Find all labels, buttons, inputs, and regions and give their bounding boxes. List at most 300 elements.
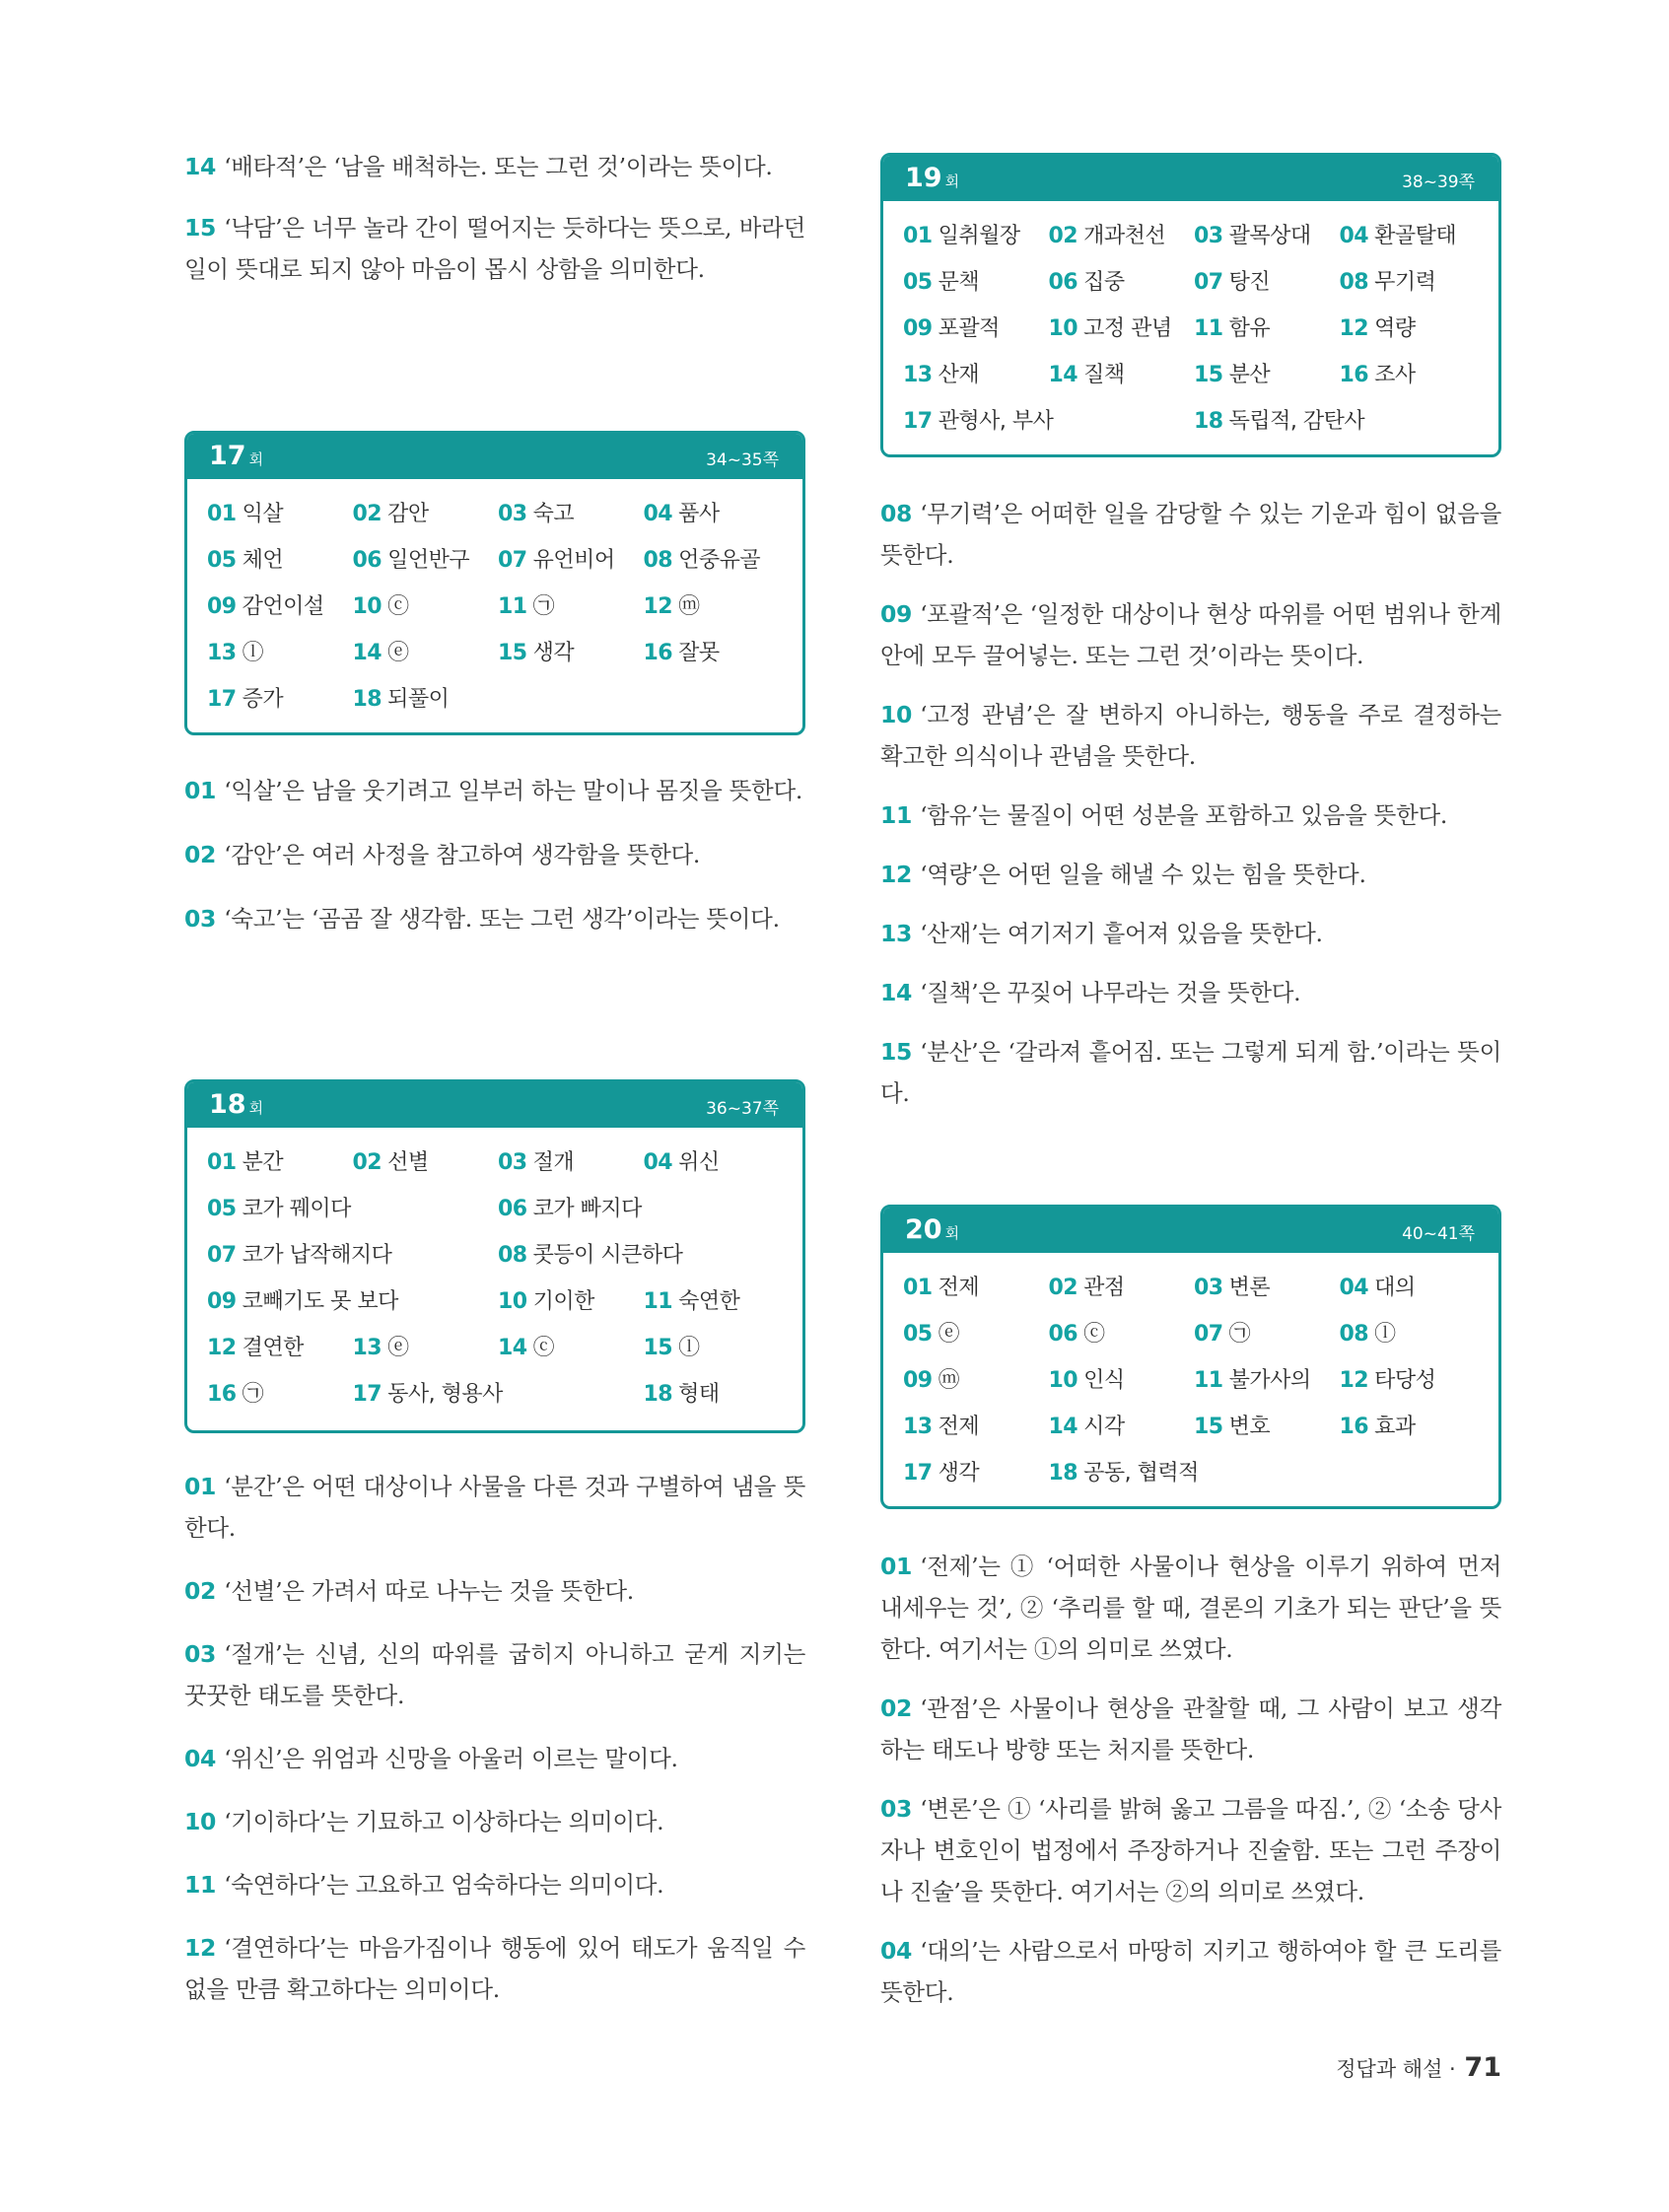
item-number: 02 [184,1577,217,1605]
answer-number: 10 [1048,1368,1078,1393]
explanation-item [880,913,1501,954]
answer-text: 조사 [1374,363,1416,387]
item-number: 04 [880,1937,913,1965]
answer-text: 불가사의 [1228,1368,1311,1393]
answer-item [353,630,499,676]
answer-number: 18 [1194,409,1223,434]
answer-number: 03 [498,502,527,526]
answer-number: 09 [207,594,237,619]
answer-item [1049,259,1195,306]
answer-item [903,1265,1049,1311]
answer-text: 탕진 [1228,270,1271,295]
explanation-item [184,207,805,290]
answer-text: ⓔ [387,1336,409,1360]
answer-number: 05 [207,1197,237,1221]
item-text: ‘질책’은 꾸짖어 나무라는 것을 뜻한다. [920,979,1301,1006]
explanation-item [184,1738,805,1779]
answer-number: 02 [1048,1276,1078,1300]
explanation-item [880,493,1501,576]
item-text: ‘배타적’은 ‘남을 배척하는. 또는 그런 것’이라는 뜻이다. [224,153,773,180]
answer-number: 16 [643,641,673,665]
explanation-item [880,795,1501,836]
answer-number: 07 [498,548,527,573]
answer-text: 체언 [242,548,284,573]
answer-text: 환골탈태 [1374,224,1457,248]
answer-item [903,1450,1049,1496]
answer-item [1340,259,1486,306]
item-text: ‘변론’은 ① ‘사리를 밝혀 옳고 그름을 따짐.’, ② ‘소송 당사자나 변호인이 법정에서 주장하거나 진술함. 또는 그런 주장이나 진술’을 뜻한다. 여기서는 ②의 의미로 쓰였다. [880,1795,1501,1905]
item-number: 15 [184,214,217,242]
answer-text: 코빼기도 못 보다 [242,1289,398,1314]
answer-item [903,259,1049,306]
item-text: ‘관점’은 사물이나 현상을 관찰할 때, 그 사람이 보고 생각하는 태도나 방향 또는 처지를 뜻한다. [880,1694,1501,1763]
answer-text: ⓛ [242,641,264,665]
explanation-item [880,1688,1501,1770]
item-number: 10 [880,701,913,728]
answer-number: 01 [903,224,933,248]
answer-item [353,1325,499,1371]
answer-item [207,537,353,584]
answer-grid [207,491,789,723]
answer-number: 13 [903,363,933,387]
answer-text: ⓒ [387,594,409,619]
answer-text: 잘못 [678,641,720,665]
item-text: ‘감안’은 여러 사정을 참고하여 생각함을 뜻한다. [224,841,701,868]
answer-text: 개과천선 [1083,224,1166,248]
session-number: 17 회 [209,441,264,471]
answer-number: 06 [1048,270,1078,295]
item-text: ‘함유’는 물질이 어떤 성분을 포함하고 있음을 뜻한다. [920,801,1448,829]
answer-text: ⓔ [938,1322,960,1347]
page-range: 36~37쪽 [706,1099,779,1119]
answer-number: 10 [352,594,382,619]
explanation-item [880,1930,1501,2013]
item-number: 01 [184,1473,217,1500]
answer-grid [207,1140,789,1417]
answer-item [644,537,790,584]
item-number: 11 [880,801,913,829]
item-text: ‘선별’은 가려서 따로 나누는 것을 뜻한다. [224,1577,634,1605]
answer-item [207,630,353,676]
answer-text: 공동, 협력적 [1083,1461,1199,1486]
answer-number: 11 [643,1289,673,1314]
item-text: ‘기이하다’는 기묘하고 이상하다는 의미이다. [224,1808,664,1835]
answer-grid [903,213,1485,445]
item-number: 09 [880,600,913,628]
answer-item [903,213,1049,259]
answer-text: 증가 [242,687,284,712]
answer-number: 07 [1194,1322,1223,1347]
answer-number: 10 [498,1289,527,1314]
answer-item [353,1140,499,1186]
page-range: 40~41쪽 [1402,1224,1475,1244]
answer-item [1194,1357,1340,1404]
answer-item [644,630,790,676]
answer-item [498,630,644,676]
answer-number: 14 [1048,1415,1078,1439]
answer-text: 분산 [1228,363,1271,387]
page-footer [1336,2052,1501,2083]
answer-text: 동사, 형용사 [387,1382,503,1407]
answer-number: 04 [1339,1276,1369,1300]
answer-text: 산재 [938,363,980,387]
item-text: ‘분간’은 어떤 대상이나 사물을 다른 것과 구별하여 냄을 뜻한다. [184,1473,805,1542]
answer-text: ⓛ [678,1336,700,1360]
answer-text: 괄목상대 [1228,224,1311,248]
answer-item [353,676,499,723]
answer-text: 함유 [1228,316,1271,341]
answer-text: 변론 [1228,1276,1271,1300]
answer-text: 결연한 [242,1336,304,1360]
explanation-item [184,1801,805,1842]
answer-number: 05 [903,1322,933,1347]
answer-number: 09 [903,316,933,341]
explanation-item [880,1546,1501,1670]
answer-item [1194,1265,1340,1311]
item-number: 11 [184,1871,217,1899]
answer-item [1194,1404,1340,1450]
answer-text: ㉠ [242,1382,264,1407]
answer-number: 11 [1194,1368,1223,1393]
answer-item [353,537,499,584]
answer-number: 06 [498,1197,527,1221]
answer-text: 대의 [1374,1276,1416,1300]
answer-item [1194,259,1340,306]
explanation-item [184,1466,805,1549]
answer-item [1049,213,1195,259]
answer-number: 01 [903,1276,933,1300]
item-text: ‘전제’는 ① ‘어떠한 사물이나 현상을 이루기 위하여 먼저 내세우는 것’, ② ‘추리를 할 때, 결론의 기초가 되는 판단’을 뜻한다. 여기서는 ①의 의미로 쓰였다. [880,1553,1501,1663]
item-number: 15 [880,1038,913,1066]
explanation-item [184,1864,805,1905]
answer-item [903,352,1049,398]
answer-number: 11 [1194,316,1223,341]
answer-number: 08 [643,548,673,573]
answer-box-header [187,434,802,479]
answer-number: 14 [1048,363,1078,387]
answer-number: 13 [352,1336,382,1360]
answer-text: ⓜ [678,594,700,619]
answer-text: 전제 [938,1276,980,1300]
explanation-item [880,1031,1501,1114]
answer-number: 12 [643,594,673,619]
explanation-item [880,972,1501,1013]
answer-number: 18 [643,1382,673,1407]
answer-box-17 [184,431,805,735]
item-text: ‘무기력’은 어떠한 일을 감당할 수 있는 기운과 힘이 없음을 뜻한다. [880,500,1501,569]
answer-text: 감언이설 [242,594,324,619]
answer-number: 17 [903,1461,933,1486]
answer-item [1049,1311,1195,1357]
answer-number: 11 [498,594,527,619]
answer-number: 07 [207,1243,237,1268]
answer-text: 타당성 [1374,1368,1436,1393]
answer-text: 절개 [532,1150,575,1175]
answer-text: 선별 [387,1150,429,1175]
answer-item [644,1325,790,1371]
item-text: ‘위신’은 위엄과 신망을 아울러 이르는 말이다. [224,1745,678,1772]
answer-item [207,491,353,537]
answer-item [1049,1450,1340,1496]
answer-item [207,676,353,723]
answer-text: 인식 [1083,1368,1125,1393]
answer-text: 감안 [387,502,429,526]
answer-number: 04 [1339,224,1369,248]
answer-number: 15 [1194,363,1223,387]
answer-number: 14 [498,1336,527,1360]
answer-box-header [883,156,1498,201]
answer-text: 전제 [938,1415,980,1439]
item-text: ‘산재’는 여기저기 흩어져 있음을 뜻한다. [920,920,1323,947]
answer-number: 08 [498,1243,527,1268]
answer-box-header [187,1082,802,1128]
explanation-item [880,1788,1501,1912]
answer-item [1049,352,1195,398]
answer-item [207,1232,498,1279]
session-number: 18 회 [209,1089,264,1120]
answer-number: 14 [352,641,382,665]
answer-text: 코가 납작해지다 [242,1243,392,1268]
answer-number: 17 [207,687,237,712]
answer-text: 시각 [1083,1415,1125,1439]
answer-number: 09 [207,1289,237,1314]
answer-number: 03 [498,1150,527,1175]
item-text: ‘분산’은 ‘갈라져 흩어짐. 또는 그렇게 되게 함.’이라는 뜻이다. [880,1038,1501,1107]
answer-item [1340,1404,1486,1450]
answer-text: 숙고 [532,502,575,526]
answer-item [498,1325,644,1371]
explanation-item [880,694,1501,777]
answer-item [353,584,499,630]
item-text: ‘포괄적’은 ‘일정한 대상이나 현상 따위를 어떤 범위나 한계 안에 모두 끌어넣는. 또는 그런 것’이라는 뜻이다. [880,600,1501,669]
answer-text: 포괄적 [938,316,1000,341]
answer-item [498,491,644,537]
answer-item [1340,1311,1486,1357]
item-number: 01 [184,777,217,804]
item-number: 12 [880,861,913,888]
answer-text: 형태 [678,1382,720,1407]
answer-number: 09 [903,1368,933,1393]
explanation-item [184,770,805,811]
answer-text: 되풀이 [387,687,450,712]
answer-number: 04 [643,1150,673,1175]
explanations-19 [880,493,1501,1114]
item-number: 03 [184,905,217,933]
answer-item [644,1279,790,1325]
answer-text: 숙연한 [678,1289,740,1314]
answer-box-18 [184,1079,805,1433]
explanations-18 [184,1466,805,2010]
explanation-item [184,1927,805,2010]
answer-text: 생각 [938,1461,980,1486]
item-text: ‘절개’는 신념, 신의 따위를 굽히지 아니하고 굳게 지키는 꿋꿋한 태도를 뜻한다. [184,1640,805,1709]
answer-text: 효과 [1374,1415,1416,1439]
answer-text: 변호 [1228,1415,1271,1439]
answer-item [498,1232,789,1279]
answer-text: 품사 [678,502,720,526]
answer-text: ⓒ [1083,1322,1105,1347]
item-text: ‘고정 관념’은 잘 변하지 아니하는, 행동을 주로 결정하는 확고한 의식이나 관념을 뜻한다. [880,701,1501,770]
answer-number: 17 [352,1382,382,1407]
answer-number: 05 [903,270,933,295]
item-text: ‘숙연하다’는 고요하고 엄숙하다는 의미이다. [224,1871,664,1899]
answer-item [353,1371,644,1417]
item-text: ‘익살’은 남을 웃기려고 일부러 하는 말이나 몸짓을 뜻한다. [224,777,803,804]
answer-item [1340,1265,1486,1311]
answer-item [644,1140,790,1186]
answer-item [1340,306,1486,352]
session-number: 20 회 [905,1214,960,1245]
answer-number: 04 [643,502,673,526]
answer-number: 01 [207,502,237,526]
answer-number: 01 [207,1150,237,1175]
answer-item [498,537,644,584]
answer-item [1049,1357,1195,1404]
item-number: 08 [880,500,913,527]
answer-item [903,1311,1049,1357]
item-number: 01 [880,1553,913,1580]
answer-item [498,584,644,630]
answer-item [498,1140,644,1186]
answer-text: 기이한 [532,1289,594,1314]
answer-text: 관점 [1083,1276,1125,1300]
explanation-item [184,1633,805,1716]
answer-text: 문책 [938,270,980,295]
answer-item [644,584,790,630]
answer-number: 12 [1339,316,1369,341]
answer-number: 03 [1194,224,1223,248]
answer-number: 02 [1048,224,1078,248]
answer-number: 13 [207,641,237,665]
explanation-item [880,854,1501,895]
answer-text: 질책 [1083,363,1125,387]
explanations-17 [184,770,805,939]
item-number: 14 [880,979,913,1006]
answer-box-19 [880,153,1501,457]
item-number: 03 [880,1795,913,1823]
item-number: 12 [184,1934,217,1962]
answer-number: 16 [207,1382,237,1407]
answer-item [903,306,1049,352]
answer-text: 독립적, 감탄사 [1228,409,1365,434]
answer-item [1049,306,1195,352]
answer-item [644,1371,790,1417]
explanation-item [184,834,805,875]
page-range: 38~39쪽 [1402,173,1475,192]
answer-item [903,398,1194,445]
answer-number: 05 [207,548,237,573]
answer-number: 17 [903,409,933,434]
item-number: 02 [184,841,217,868]
answer-number: 03 [1194,1276,1223,1300]
answer-text: 생각 [532,641,575,665]
explanations-20 [880,1546,1501,2013]
answer-item [903,1357,1049,1404]
item-number: 03 [184,1640,217,1668]
answer-text: ⓛ [1374,1322,1396,1347]
answer-number: 06 [352,548,382,573]
item-text: ‘대의’는 사람으로서 마땅히 지키고 행하여야 할 큰 도리를 뜻한다. [880,1937,1501,2006]
answer-number: 08 [1339,270,1369,295]
answer-text: 역량 [1374,316,1416,341]
item-text: ‘역량’은 어떤 일을 해낼 수 있는 힘을 뜻한다. [920,861,1366,888]
answer-text: 일언반구 [387,548,470,573]
answer-text: 콧등이 시큰하다 [532,1243,683,1268]
answer-number: 08 [1339,1322,1369,1347]
session-number: 19 회 [905,163,960,193]
answer-number: 02 [352,1150,382,1175]
answer-text: ㉠ [1228,1322,1251,1347]
answer-number: 15 [498,641,527,665]
answer-text: ㉠ [532,594,555,619]
answer-item [1049,1265,1195,1311]
item-number: 04 [184,1745,217,1772]
item-number: 13 [880,920,913,947]
answer-number: 13 [903,1415,933,1439]
answer-item [644,491,790,537]
answer-item [1194,306,1340,352]
answer-number: 06 [1048,1322,1078,1347]
answer-text: ⓜ [938,1368,960,1393]
answer-number: 07 [1194,270,1223,295]
answer-text: 익살 [242,502,284,526]
explanation-item [184,898,805,939]
answer-number: 12 [1339,1368,1369,1393]
answer-item [1194,1311,1340,1357]
answer-item [1194,352,1340,398]
answer-text: 분간 [242,1150,284,1175]
answer-item [207,1371,353,1417]
answer-item [207,1140,353,1186]
answer-text: 관형사, 부사 [938,409,1054,434]
explanation-item [880,593,1501,676]
item-text: ‘숙고’는 ‘곰곰 잘 생각함. 또는 그런 생각’이라는 뜻이다. [224,905,780,933]
answer-number: 16 [1339,1415,1369,1439]
answer-number: 12 [207,1336,237,1360]
answer-grid [903,1265,1485,1496]
answer-text: 코가 꿰이다 [242,1197,351,1221]
answer-box-header [883,1208,1498,1253]
answer-text: ⓔ [387,641,409,665]
answer-box-20 [880,1205,1501,1509]
item-text: ‘결연하다’는 마음가짐이나 행동에 있어 태도가 움직일 수 없을 만큼 확고하다는 의미이다. [184,1934,805,2003]
answer-item [1340,352,1486,398]
answer-item [1194,213,1340,259]
item-number: 02 [880,1694,913,1722]
answer-number: 18 [352,687,382,712]
answer-item [207,1186,498,1232]
left-top-explanations [184,146,805,290]
answer-text: 유언비어 [532,548,615,573]
answer-number: 02 [352,502,382,526]
answer-item [207,1279,498,1325]
answer-number: 16 [1339,363,1369,387]
item-number: 10 [184,1808,217,1835]
answer-number: 15 [1194,1415,1223,1439]
answer-text: 일취월장 [938,224,1020,248]
explanation-item [184,146,805,187]
answer-item [903,1404,1049,1450]
answer-number: 18 [1048,1461,1078,1486]
answer-text: 집중 [1083,270,1125,295]
item-text: ‘낙담’은 너무 놀라 간이 떨어지는 듯하다는 뜻으로, 바라던 일이 뜻대로 되지 않아 마음이 몹시 상함을 의미한다. [184,214,805,283]
answer-item [353,491,499,537]
answer-number: 10 [1048,316,1078,341]
page-number: 71 [1464,2052,1501,2083]
answer-item [498,1186,789,1232]
answer-item [1340,213,1486,259]
answer-text: 고정 관념 [1083,316,1172,341]
